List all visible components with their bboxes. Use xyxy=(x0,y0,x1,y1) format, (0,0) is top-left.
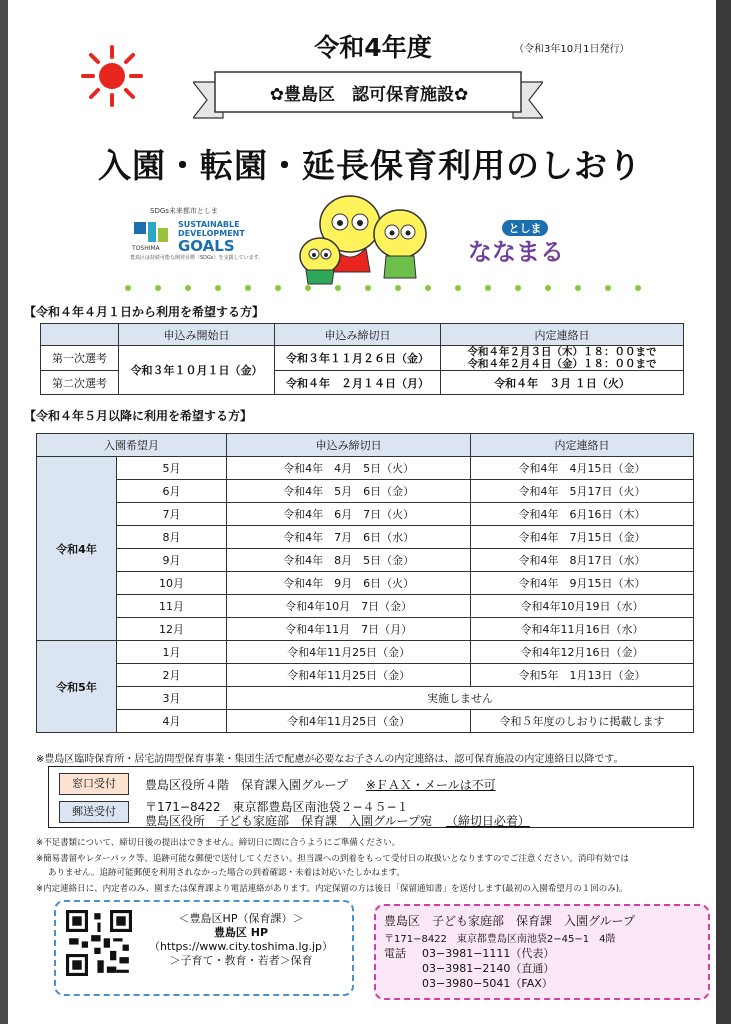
main-title: 入園・転園・延長保育利用のしおり xyxy=(98,146,642,185)
mascot-owls-illustration xyxy=(290,186,440,286)
mail-note: （締切日必着） xyxy=(445,814,530,828)
deadline-cell: 令和4年11月25日（金） xyxy=(227,664,471,687)
deadline-cell: 令和4年 8月 5日（金） xyxy=(227,549,471,572)
section1-header: 申込み開始日 xyxy=(119,324,275,346)
mail-label: 郵送受付 xyxy=(59,801,129,823)
sdgs-words xyxy=(178,220,245,254)
notice-cell: 令和4年 5月17日（火） xyxy=(471,480,694,503)
row-label: 第一次選考 xyxy=(41,346,119,371)
month-cell: 9月 xyxy=(117,549,227,572)
deadline-cell: 令和4年 4月 5日（火） xyxy=(227,457,471,480)
section2-header: 申込み締切日 xyxy=(227,434,471,457)
month-cell: 12月 xyxy=(117,618,227,641)
document-page xyxy=(8,0,716,1024)
notice-cell: 令和５年度のしおりに掲載します xyxy=(471,710,694,733)
deadline-cell: 令和4年11月25日（金） xyxy=(227,641,471,664)
tel-number: 03−3981−2140（直通） xyxy=(422,962,555,975)
reception-box xyxy=(48,766,694,828)
year-group: 令和4年 xyxy=(37,457,117,641)
sdgs-small-text: 豊島区は持続可能な開発目標（SDGs）を支援しています。 xyxy=(130,255,264,261)
note-line: ※豊島区臨時保育所・居宅訪問型保育事業・集団生活で配慮が必要なお子さんの内定連絡は、認可保育施設の内定連絡日以降です。 xyxy=(36,754,624,765)
deadline-cell: 令和4年10月 7日（金） xyxy=(227,595,471,618)
viewer-scrollbar[interactable] xyxy=(716,0,731,1024)
sdgs-line2: DEVELOPMENT xyxy=(178,229,245,238)
notice-line: 令和４年２月３日（木）１８：００まで xyxy=(467,346,657,358)
section2-title: 【令和４年５月以降に利用を希望する方】 xyxy=(24,409,253,423)
deadline-cell: 令和4年 9月 6日（火） xyxy=(227,572,471,595)
year-title: 令和4年度 xyxy=(314,33,432,62)
month-cell: 11月 xyxy=(117,595,227,618)
hp-line: ＜豊島区HP（保育課）＞ xyxy=(178,912,304,925)
month-cell: 5月 xyxy=(117,457,227,480)
section2-table xyxy=(36,433,694,733)
month-cell: 7月 xyxy=(117,503,227,526)
toshima-text: TOSHIMA xyxy=(132,245,160,252)
notice-date: 令和４年 ３月 １日（火） xyxy=(441,371,684,395)
notice-cell: 令和4年10月19日（水） xyxy=(471,595,694,618)
notice-cell: 令和5年 1月13日（金） xyxy=(471,664,694,687)
hp-line: ＞子育て・教育・若者＞保育 xyxy=(169,954,313,967)
small-note: ※簡易書留やレターパック等、追跡可能な郵便で送付してください。担当課への到着をもって受付日の取扱いとなりますのでご注意ください。消印有効では xyxy=(36,854,629,864)
month-cell: 1月 xyxy=(117,641,227,664)
notice-cell: 令和4年 4月15日（金） xyxy=(471,457,694,480)
month-cell: 2月 xyxy=(117,664,227,687)
fax-number: 03−3980−5041（FAX） xyxy=(422,977,553,990)
qr-code-icon[interactable] xyxy=(66,910,132,976)
apply-end: 令和４年 ２月１４日（月） xyxy=(275,371,441,395)
deadline-cell: 令和4年11月25日（金） xyxy=(227,710,471,733)
tel-number: 03−3981−1111（代表） xyxy=(422,947,555,960)
nana-top-text: としま xyxy=(508,222,542,235)
sdgs-logo xyxy=(130,206,264,266)
notice-cell: 令和4年 8月17日（水） xyxy=(471,549,694,572)
hp-text xyxy=(136,912,346,968)
notice-cell: 令和4年 9月15日（木） xyxy=(471,572,694,595)
sun-icon xyxy=(80,44,144,108)
banner-text: ✿豊島区 認可保育施設✿ xyxy=(269,85,469,105)
counter-place: 豊島区役所４階 保育課入園グループ xyxy=(145,778,349,792)
sdgs-caption: SDGs未来都市としま xyxy=(150,207,218,215)
apply-end: 令和３年１１月２６日（金） xyxy=(275,346,441,371)
notice-cell: 令和4年 6月16日（木） xyxy=(471,503,694,526)
mail-line2 xyxy=(145,812,530,829)
sdgs-goals: GOALS xyxy=(178,237,235,255)
month-cell: 6月 xyxy=(117,480,227,503)
section1-table xyxy=(40,323,684,395)
month-cell: 3月 xyxy=(117,687,227,710)
section1-header: 申込み締切日 xyxy=(275,324,441,346)
small-note: ※不足書類について、締切日後の提出はできません。締切日に間に合うようにご準備ください。 xyxy=(36,838,401,848)
section1-header-blank xyxy=(41,324,119,346)
month-cell: 8月 xyxy=(117,526,227,549)
notice-date xyxy=(441,346,684,371)
tel-label: 電話 xyxy=(384,947,406,960)
contact-title: 豊島区 子ども家庭部 保育課 入園グループ xyxy=(384,914,636,928)
notice-cell: 令和4年12月16日（金） xyxy=(471,641,694,664)
section2-header: 内定連絡日 xyxy=(471,434,694,457)
row-label: 第二次選考 xyxy=(41,371,119,395)
counter-text xyxy=(145,776,496,793)
mail-address: 豊島区役所 子ども家庭部 保育課 入園グループ宛 xyxy=(145,814,433,828)
contact-address: 〒171−8422 東京都豊島区南池袋2−45−1 4階 xyxy=(384,934,616,945)
deadline-cell: 令和4年 6月 7日（火） xyxy=(227,503,471,526)
year-group: 令和5年 xyxy=(37,641,117,733)
apply-start: 令和３年１０月１日（金） xyxy=(119,346,275,395)
deadline-cell: 令和4年 5月 6日（金） xyxy=(227,480,471,503)
section2-header: 入園希望月 xyxy=(37,434,227,457)
small-note: ありません。追跡可能郵便を利用されなかった場合の到着確認・未着は対応いたしかねます。 xyxy=(48,868,405,878)
mail-line1: 〒171−8422 東京都豊島区南池袋２−４５−１ xyxy=(145,800,409,814)
notice-line: 令和４年２月４日（金）１８：００まで xyxy=(467,358,657,370)
section1-header: 内定連絡日 xyxy=(441,324,684,346)
notice-cell: 令和4年11月16日（水） xyxy=(471,618,694,641)
nanamaru-logo xyxy=(464,218,584,268)
month-cell: 10月 xyxy=(117,572,227,595)
deadline-cell: 令和4年 7月 6日（水） xyxy=(227,526,471,549)
notice-cell: 令和4年 7月15日（金） xyxy=(471,526,694,549)
hp-line: 豊島区 HP xyxy=(213,926,269,939)
issue-date: （令和3年10月1日発行） xyxy=(514,44,630,55)
month-cell: 4月 xyxy=(117,710,227,733)
toshima-logo-icon xyxy=(132,220,172,252)
counter-note: ※ＦＡＸ・メールは不可 xyxy=(365,778,496,792)
counter-label: 窓口受付 xyxy=(59,773,129,795)
small-note: ※内定連絡日に、内定者のみ、園または保育課より電話連絡があります。内定保留の方は後日「保留通知書」を送付します(最初の入園希望月の１回のみ)。 xyxy=(36,884,628,894)
sprouts-decoration xyxy=(118,282,648,296)
deadline-cell: 令和4年11月 7日（月） xyxy=(227,618,471,641)
merged-cell: 実施しません xyxy=(227,687,694,710)
sdgs-line1: SUSTAINABLE xyxy=(178,220,240,229)
hp-url[interactable]: （https://www.city.toshima.lg.jp） xyxy=(148,940,334,953)
nana-main-text: ななまる xyxy=(468,238,564,266)
section1-title: 【令和４年４月１日から利用を希望する方】 xyxy=(24,305,265,319)
